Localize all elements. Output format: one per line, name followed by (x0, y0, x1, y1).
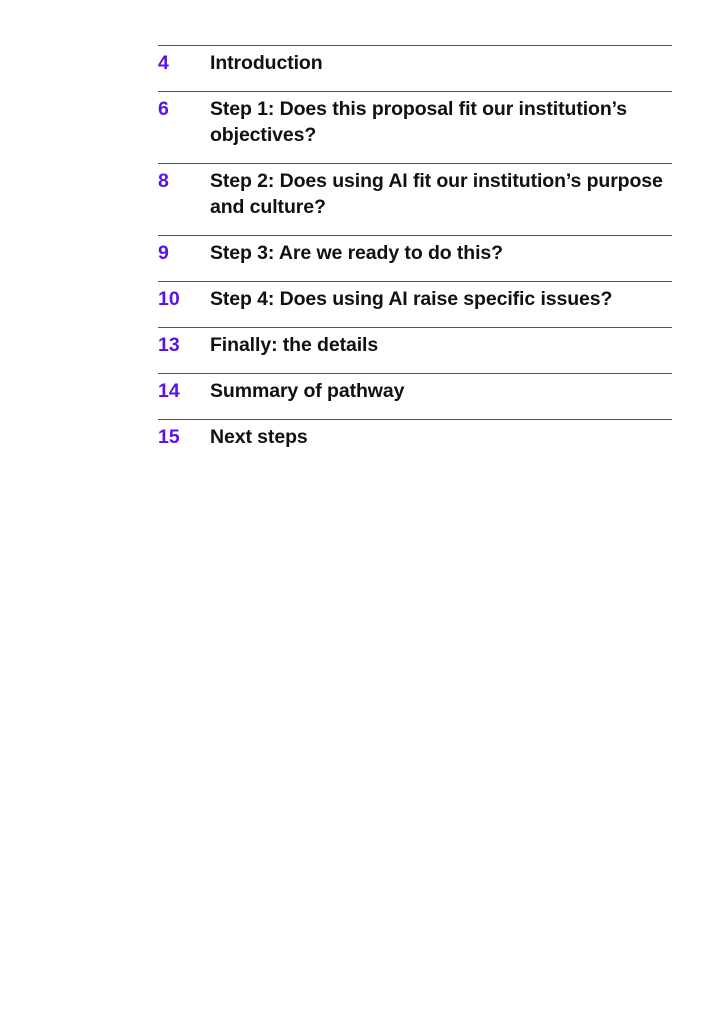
toc-entry-step-3[interactable] (158, 235, 672, 281)
toc-page-number: 6 (158, 98, 169, 120)
toc-title: Step 1: Does this proposal fit our institution’s objectives? (210, 98, 627, 146)
toc-entry-finally[interactable] (158, 327, 672, 373)
toc-title: Next steps (210, 426, 308, 448)
toc-page-number: 8 (158, 170, 169, 192)
toc-page-number: 14 (158, 380, 180, 402)
toc-page-number: 10 (158, 288, 180, 310)
toc-title: Step 4: Does using AI raise specific issues? (210, 288, 613, 310)
toc-page-number: 4 (158, 52, 169, 74)
toc-title: Step 2: Does using AI fit our institution’s purpose and culture? (210, 170, 663, 218)
toc-entry-step-1[interactable] (158, 91, 672, 163)
toc-entry-next-steps[interactable] (158, 419, 672, 465)
toc-entry-step-4[interactable] (158, 281, 672, 327)
toc-entry-introduction[interactable] (158, 45, 672, 91)
toc-title: Finally: the details (210, 334, 379, 356)
toc-page-number: 9 (158, 242, 169, 264)
toc-title: Introduction (210, 52, 323, 74)
toc-page-number: 13 (158, 334, 180, 356)
table-of-contents (158, 45, 672, 465)
toc-page-number: 15 (158, 426, 180, 448)
toc-title: Step 3: Are we ready to do this? (210, 242, 503, 264)
toc-title: Summary of pathway (210, 380, 405, 402)
toc-entry-summary[interactable] (158, 373, 672, 419)
toc-entry-step-2[interactable] (158, 163, 672, 235)
